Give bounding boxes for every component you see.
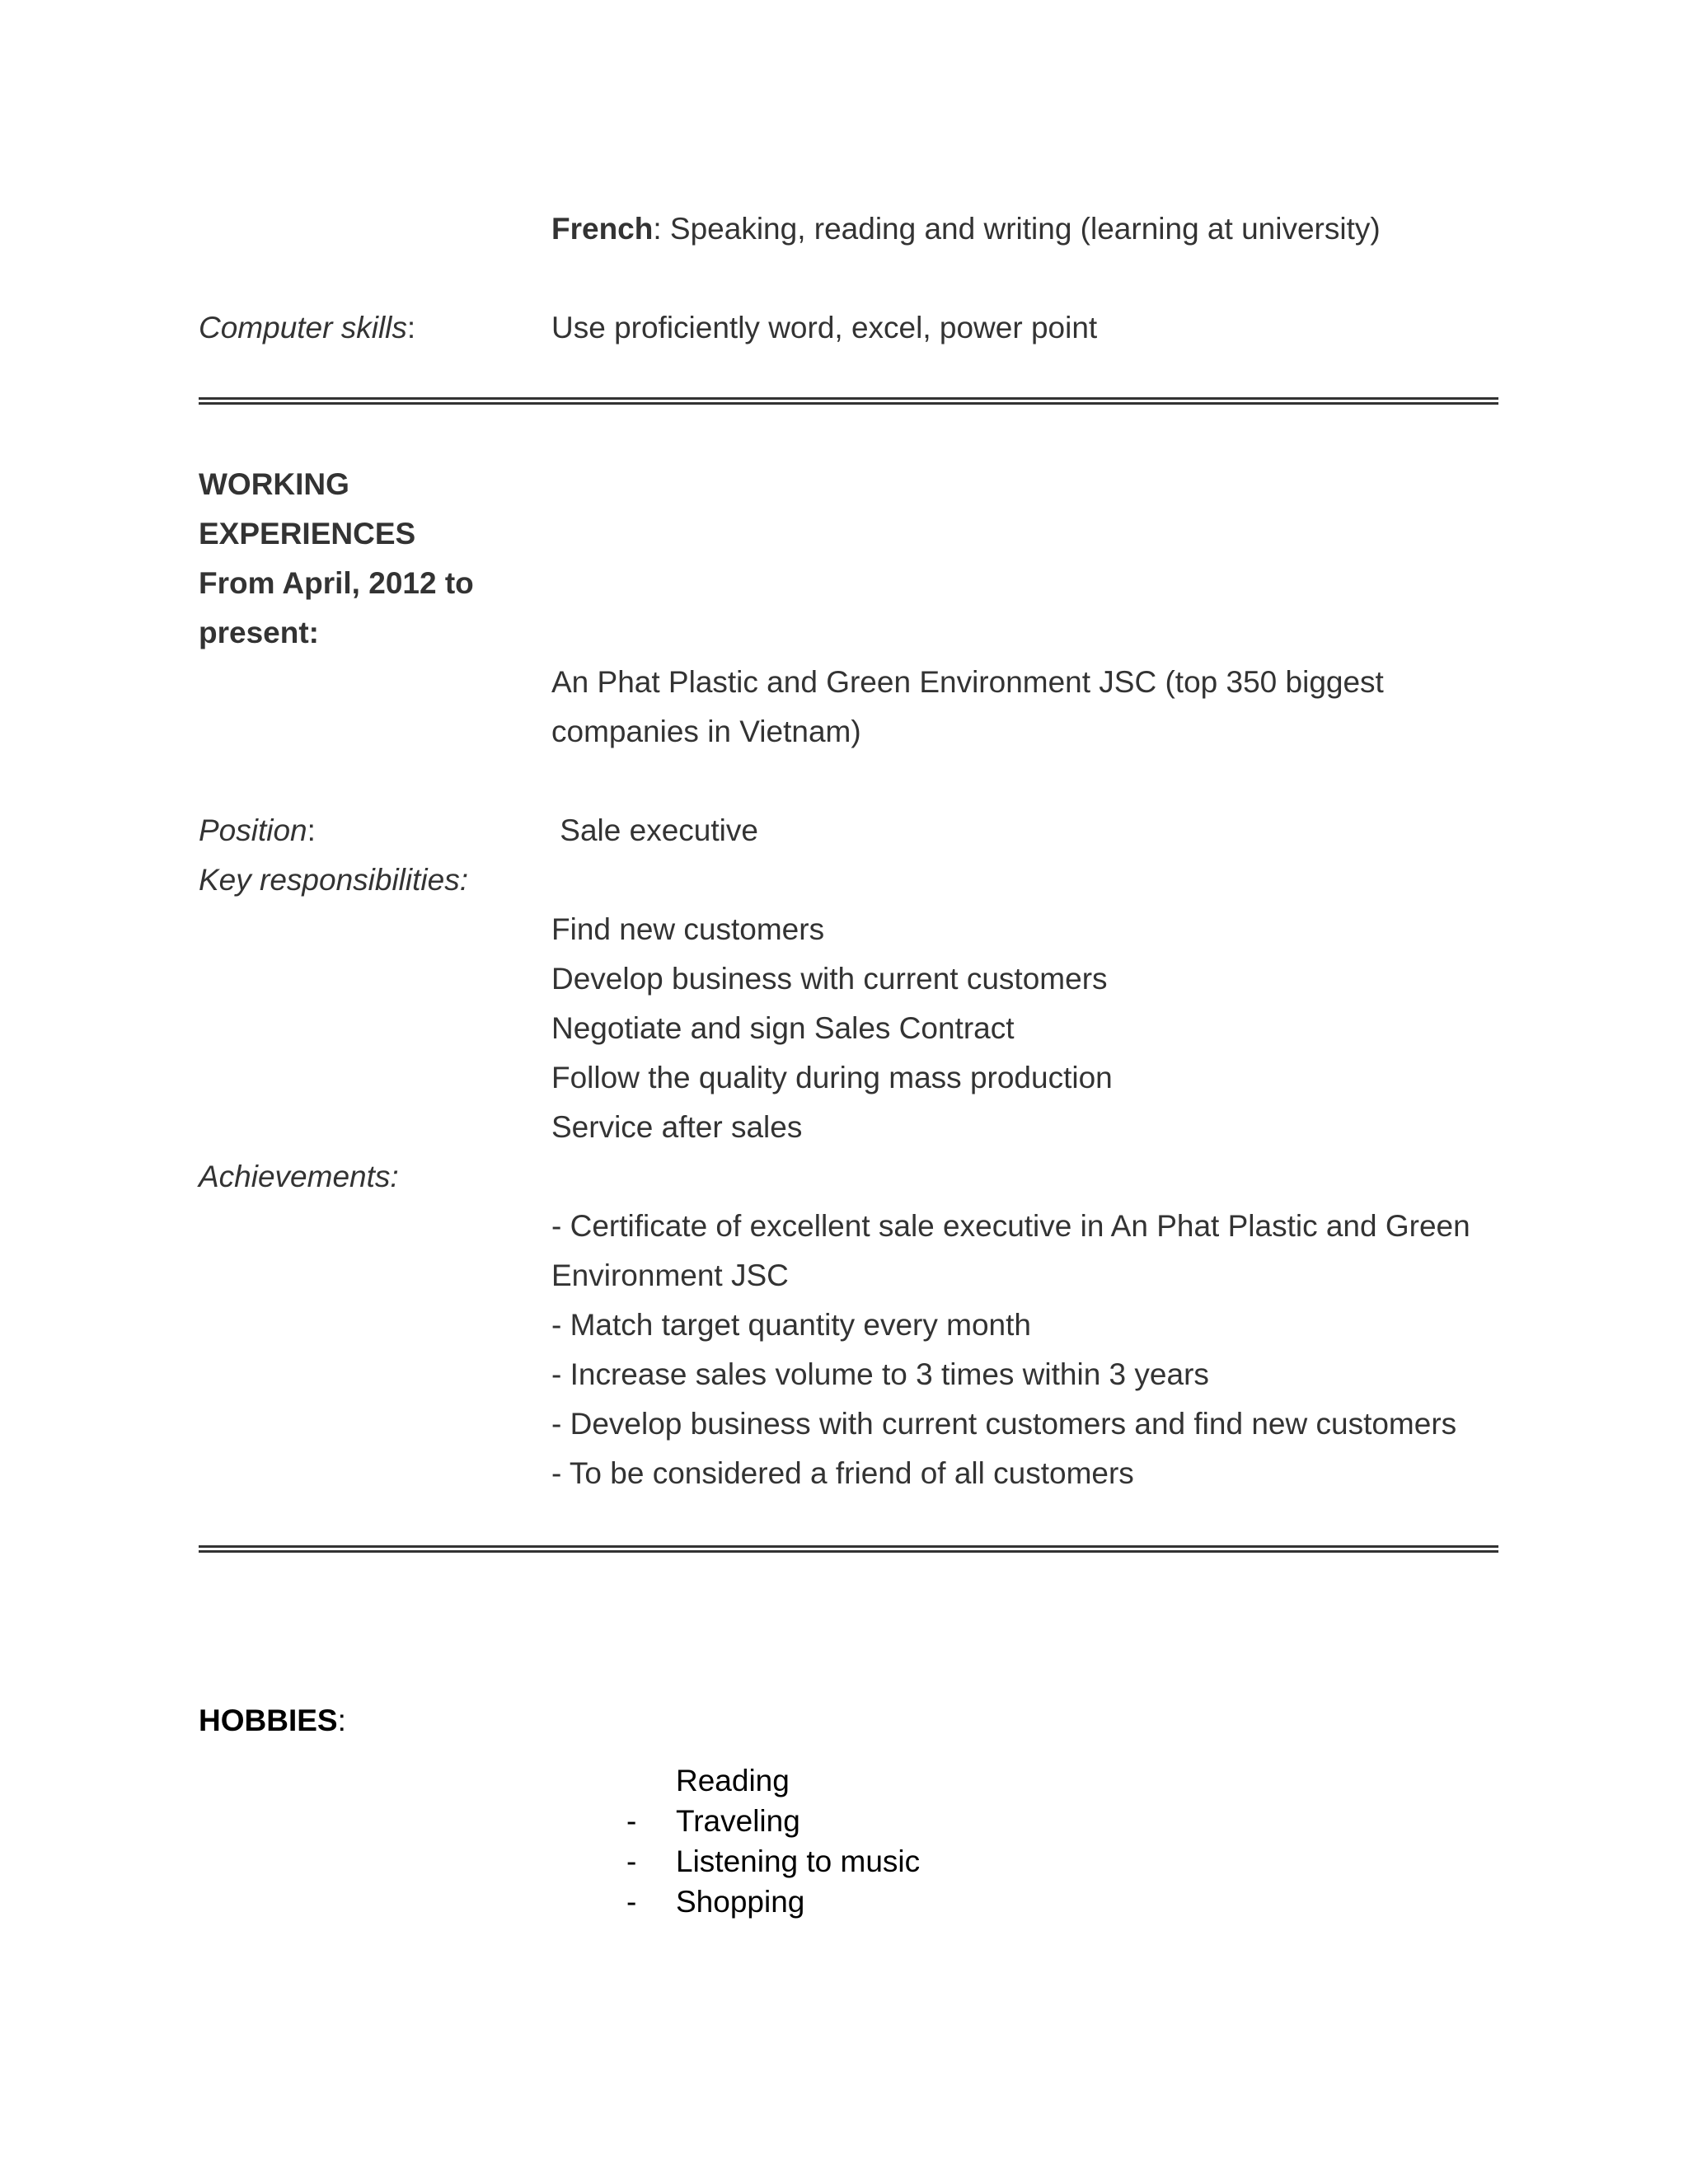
achievements-label: Achievements:	[199, 1160, 399, 1193]
list-dash: -	[626, 1844, 637, 1878]
position-value: Sale executive	[551, 813, 758, 847]
heading-line: From April, 2012 to	[199, 566, 474, 600]
hobby-text: Reading	[676, 1764, 790, 1797]
working-experiences-heading	[199, 460, 474, 658]
key-responsibilities-label: Key responsibilities:	[199, 863, 468, 897]
list-item	[626, 1882, 805, 1922]
responsibilities-list	[551, 905, 1113, 1152]
computer-skills-label-line	[199, 303, 415, 353]
list-item: - Match target quantity every month	[551, 1308, 1031, 1342]
hobbies-list	[626, 1760, 921, 1922]
hobbies-label: HOBBIES	[199, 1704, 338, 1737]
section-divider	[199, 1545, 1498, 1553]
company-line: An Phat Plastic and Green Environment JSC (top 350 biggest	[551, 665, 1384, 699]
list-item: Negotiate and sign Sales Contract	[551, 1011, 1015, 1045]
list-item: - Develop business with current customers and find new customers	[551, 1407, 1457, 1441]
heading-line: present:	[199, 616, 319, 649]
hobby-text: Traveling	[676, 1804, 800, 1838]
french-label: French	[551, 212, 654, 246]
list-item: Follow the quality during mass production	[551, 1061, 1113, 1094]
heading-line: EXPERIENCES	[199, 517, 416, 551]
position-colon: :	[307, 813, 316, 847]
list-item: Find new customers	[551, 912, 825, 946]
list-item: - Certificate of excellent sale executive in An Phat Plastic and Green	[551, 1209, 1470, 1243]
section-divider	[199, 397, 1498, 405]
list-dash: -	[626, 1885, 637, 1919]
hobbies-colon: :	[337, 1704, 346, 1737]
list-item: Environment JSC	[551, 1258, 789, 1292]
hobby-text: Listening to music	[676, 1844, 921, 1878]
list-dash: -	[626, 1804, 637, 1838]
list-item	[626, 1841, 921, 1882]
list-item: Service after sales	[551, 1110, 803, 1144]
computer-skills-value: Use proficiently word, excel, power point	[551, 311, 1098, 344]
position-label: Position	[199, 813, 307, 847]
achievements-list	[551, 1202, 1470, 1498]
computer-skills-colon: :	[406, 311, 416, 344]
computer-skills-label: Computer skills	[199, 311, 407, 344]
list-item: Develop business with current customers	[551, 962, 1108, 996]
company-line: companies in Vietnam)	[551, 715, 861, 748]
list-item: - To be considered a friend of all customers	[551, 1456, 1134, 1490]
heading-line: WORKING	[199, 467, 349, 501]
hobby-text: Shopping	[676, 1885, 805, 1919]
list-item	[626, 1801, 800, 1841]
list-item: - Increase sales volume to 3 times within 3 years	[551, 1357, 1209, 1391]
list-item	[626, 1760, 790, 1801]
language-french	[551, 204, 1381, 254]
french-value: : Speaking, reading and writing (learning at university)	[653, 212, 1381, 246]
position-label-line	[199, 806, 316, 855]
hobbies-heading	[199, 1696, 346, 1746]
